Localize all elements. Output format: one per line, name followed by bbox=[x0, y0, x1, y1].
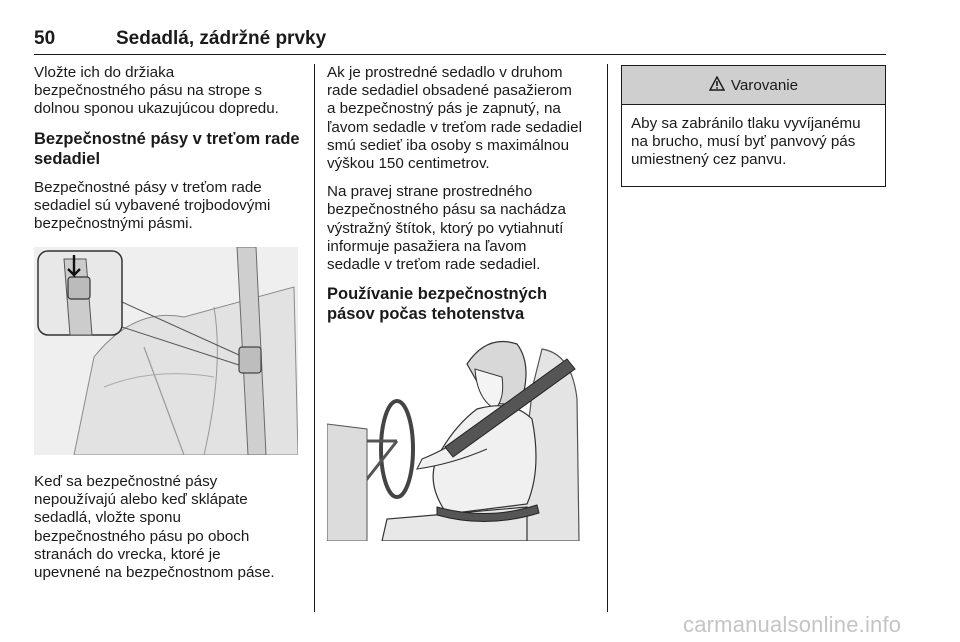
warning-box bbox=[621, 65, 886, 187]
warning-title: Varovanie bbox=[730, 76, 799, 94]
warning-body: Aby sa zabránilo tlaku vyvíjanému na brucho, musí byť panvový pás umiestnený cez panvu. bbox=[631, 115, 861, 169]
warning-triangle-icon bbox=[709, 76, 725, 95]
third-row-belts-heading: Bezpečnostné pásy v treťom rade sedadiel bbox=[34, 129, 300, 168]
warning-label-paragraph: Na pravej strane prostredného bezpečnostného pásu sa nachádza výstražný štítok, ktorý po vytiahnutí informuje pasažiera na ľavom sedadle v treťom rade sedadiel. bbox=[327, 183, 566, 274]
column-1 bbox=[34, 64, 302, 243]
column-2 bbox=[327, 64, 595, 334]
section-title: Sedadlá, zádržné prvky bbox=[116, 28, 327, 49]
middle-seat-paragraph: Ak je prostredné sedadlo v druhom rade sedadiel obsadené pasažierom a bezpečnostný pás je zapnutý, na ľavom sedadle v treťom rade sedadiel smú sedieť iba osoby s maximálnou výškou 150 centimetrov. bbox=[327, 64, 582, 173]
page-header bbox=[34, 28, 886, 55]
page-number: 50 bbox=[34, 28, 56, 49]
warning-header bbox=[622, 66, 885, 105]
column-divider bbox=[314, 64, 315, 612]
pregnant-driver-illustration bbox=[327, 329, 591, 541]
column-divider bbox=[607, 64, 608, 612]
third-row-belts-paragraph: Bezpečnostné pásy v treťom rade sedadiel sú vybavené trojbodovými bezpečnostnými pásmi. bbox=[34, 178, 271, 233]
pregnancy-heading: Používanie bezpečnostných pásov počas tehotenstva bbox=[327, 285, 548, 324]
stowing-caption: Keď sa bezpečnostné pásy nepoužívajú alebo keď sklápate sedadlá, vložte sponu bezpečnostného pásu po oboch stranách do vrecka, ktoré je upevnené na bezpečnostnom páse. bbox=[34, 473, 275, 582]
watermark: carmanualsonline.info bbox=[683, 612, 902, 637]
intro-paragraph: Vložte ich do držiaka bezpečnostného pásu na strope s dolnou sponou ukazujúcou dopredu. bbox=[34, 64, 279, 118]
seat-belt-illustration bbox=[34, 247, 298, 455]
